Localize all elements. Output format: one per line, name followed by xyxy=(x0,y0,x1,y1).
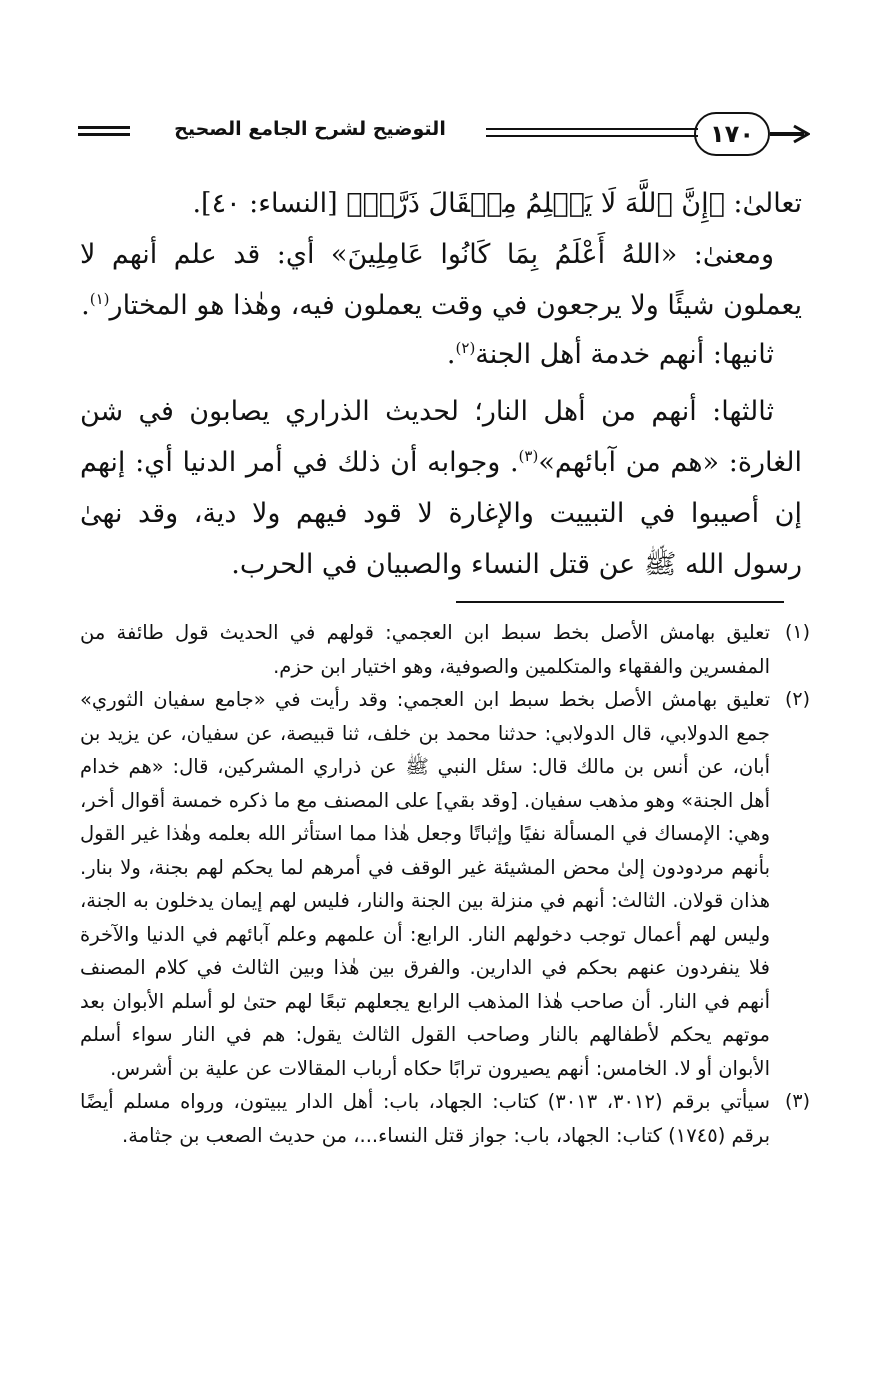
footnote-2 xyxy=(80,683,810,1085)
main-text xyxy=(80,178,802,590)
paragraph-1: تعالىٰ: ﴿إِنَّ ٱللَّهَ لَا يَظۡلِمُ مِثۡقَالَ ذَرَّةٖ﴾ [النساء: ٤٠]. xyxy=(192,188,802,219)
footnote-number: (٣) xyxy=(784,1090,810,1112)
footnote-text: تعليق بهامش الأصل بخط سبط ابن العجمي: وقد رأيت في «جامع سفيان الثوري» جمع الدولابي، قال الدولابي: حدثنا محمد بن خلف، ثنا قبيصة، عن سفيان، عن يزيد بن أبان، عن أنس بن مالك قال: سئل النبي ﷺ عن ذراري المشركين، قال: «هم خدام أهل الجنة» وهو مذهب سفيان. [وقد بقي] على المصنف مع ما ذكره خمسة أقوال أخر، وهي: الإمساك في المسألة نفيًا وإثباتًا وجعل هٰذا مما استأثر الله بعلمه وهٰذا غير القول بأنهم مردودون إلىٰ محض المشيئة غير الوقف في أمرهم لما يحكم لهم بجنة، ولا بنار. هذان قولان. الثالث: أنهم في منزلة بين الجنة والنار، فليس لهم إيمان يدخلون به الجنة، وليس لهم أعمال توجب دخولهم النار. الرابع: أن علمهم وعلم آبائهم في الدنيا والآخرة فلا ينفردون عنهم بحكم في الدارين. والفرق بين هٰذا وبين الثالث في كلام المصنف أنهم في النار. أن صاحب هٰذا المذهب الرابع يجعلهم تبعًا لهم حتىٰ لو أسلم الأبوان بعد موتهم يحكم لأطفالهم بالنار وصاحب القول الثالث يقول: هم في النار سواء أسلم الأبوان أو لا. الخامس: أنهم يصيرون ترابًا حكاه أرباب المقالات عن علية بن أشرس. xyxy=(80,688,770,1080)
footnote-3 xyxy=(80,1085,810,1152)
page-header xyxy=(78,112,806,158)
footnote-ref-3: (٣) xyxy=(518,447,539,465)
header-left-double-rule xyxy=(78,126,130,140)
footnote-ref-1: (١) xyxy=(89,290,110,308)
footnote-text: سيأتي برقم (٣٠١٢، ٣٠١٣) كتاب: الجهاد، باب: أهل الدار يبيتون، ورواه مسلم أيضًا برقم (١٧٤٥) كتاب: الجهاد، باب: جواز قتل النساء...، من حديث الصعب بن جثامة. xyxy=(80,1090,770,1147)
running-title: التوضيح لشرح الجامع الصحيح xyxy=(174,118,446,140)
header-middle-double-rule xyxy=(486,128,698,142)
footnotes xyxy=(80,616,810,1152)
paragraph-4-text-b: . وجوابه أن ذلك في أمر الدنيا أي: إنهم إن أصيبوا في التبييت والإغارة لا قود فيهم ولا دية، وقد نهىٰ رسول الله ﷺ عن قتل النساء والصبيان في الحرب. xyxy=(80,447,802,580)
footnote-1 xyxy=(80,616,810,683)
header-ornament-icon xyxy=(770,122,810,146)
paragraph-4-text-a: ثالثها: أنهم من أهل النار؛ لحديث الذراري يصابون في شن الغارة: «هم من آبائهم» xyxy=(80,396,802,478)
paragraph-2-text: ومعنىٰ: «اللهُ أَعْلَمُ بِمَا كَانُوا عَامِلِينَ» أي: قد علم أنهم لا يعملون شيئًا ولا يرجعون في وقت يعملون فيه، وهٰذا هو المختار xyxy=(80,239,802,321)
footnote-separator xyxy=(456,601,784,603)
footnote-text: تعليق بهامش الأصل بخط سبط ابن العجمي: قولهم في الحديث قول طائفة من المفسرين والفقهاء والمتكلمين والصوفية، وهو اختيار ابن حزم. xyxy=(80,621,770,678)
page-number: ١٧٠ xyxy=(694,112,770,156)
paragraph-3-text: ثانيها: أنهم خدمة أهل الجنة xyxy=(475,339,774,370)
footnote-ref-2: (٢) xyxy=(455,339,476,357)
paragraph-4 xyxy=(80,386,802,590)
paragraph-3 xyxy=(80,329,802,380)
footnote-number: (٢) xyxy=(784,688,810,710)
paragraph-2 xyxy=(80,229,802,331)
paragraph-2-end: . xyxy=(81,290,90,321)
paragraph-3-end: . xyxy=(446,339,456,370)
footnote-number: (١) xyxy=(784,621,810,643)
